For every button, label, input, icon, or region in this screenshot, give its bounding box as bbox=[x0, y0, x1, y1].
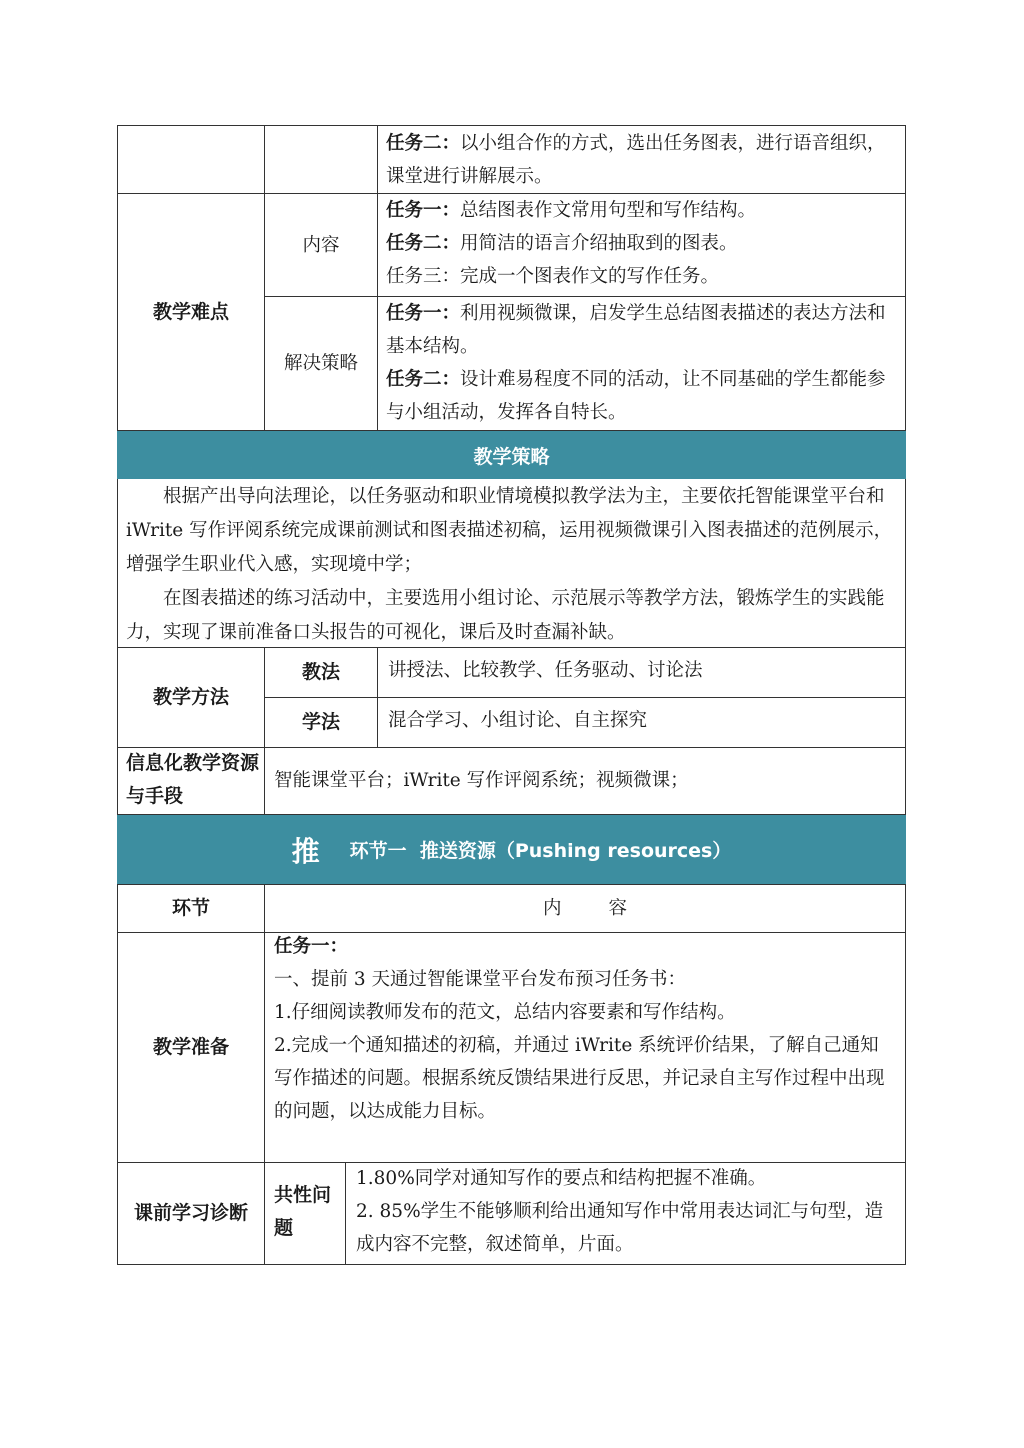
stage-title: 环节一 推送资源（Pushing resources） bbox=[349, 840, 732, 862]
content-item bbox=[386, 260, 898, 293]
top-task2-cell bbox=[386, 127, 898, 193]
rule bbox=[905, 647, 906, 814]
content-item bbox=[386, 227, 898, 260]
teach-value: 讲授法、比较教学、任务驱动、讨论法 bbox=[388, 660, 703, 681]
task-text: 以小组合作的方式，选出任务图表，进行语音组织，课堂进行讲解展示。 bbox=[386, 133, 886, 187]
rule bbox=[117, 1264, 906, 1265]
diagnosis-sub-label: 共性问题 bbox=[274, 1184, 332, 1239]
prep-content bbox=[274, 930, 896, 1128]
task-lead: 任务一： bbox=[386, 303, 461, 324]
strategy-section-body bbox=[126, 480, 898, 650]
methods-label: 教学方法 bbox=[152, 686, 229, 708]
stage-banner bbox=[117, 815, 906, 884]
prep-line: 1.仔细阅读教师发布的范文，总结内容要素和写作结构。 bbox=[274, 1002, 736, 1023]
rule bbox=[905, 479, 906, 647]
strategy-label: 解决策略 bbox=[283, 353, 358, 374]
strategy-item bbox=[386, 297, 898, 363]
content-label: 内容 bbox=[302, 234, 340, 256]
task-text: 用简洁的语言介绍抽取到的图表。 bbox=[460, 233, 738, 254]
diagnosis-line: 2. 85%学生不能够顺利给出通知写作中常用表达词汇与句型，造成内容不完整，叙述简单，片面。 bbox=[356, 1201, 884, 1255]
task-text: 任务三：完成一个图表作文的写作任务。 bbox=[386, 266, 720, 287]
strategy-paragraph: 在图表描述的练习活动中，主要选用小组讨论、示范展示等教学方法，锻炼学生的实践能力，实现了课前准备口头报告的可视化，课后及时查漏补缺。 bbox=[126, 588, 885, 643]
learn-value: 混合学习、小组讨论、自主探究 bbox=[388, 710, 648, 731]
rule bbox=[117, 125, 906, 126]
prep-line: 一、提前 3 天通过智能课堂平台发布预习任务书： bbox=[274, 969, 687, 990]
task-lead: 任务一： bbox=[386, 200, 461, 221]
prep-line: 2.完成一个通知描述的初稿，并通过 iWrite 系统评价结果，了解自己通知写作描述的问题。根据系统反馈结果进行反思，并记录自主写作过程中出现的问题，以达成能力目标。 bbox=[274, 1035, 885, 1122]
rule bbox=[905, 884, 906, 1265]
strategy-items bbox=[386, 297, 898, 429]
content-items bbox=[386, 194, 898, 293]
task-text: 总结图表作文常用句型和写作结构。 bbox=[460, 200, 757, 221]
diagnosis-line: 1.80%同学对通知写作的要点和结构把握不准确。 bbox=[356, 1168, 767, 1189]
task-lead: 任务二： bbox=[386, 369, 461, 390]
task-text: 设计难易程度不同的活动，让不同基础的学生都能参与小组活动，发挥各自特长。 bbox=[386, 369, 886, 423]
rule bbox=[345, 1162, 346, 1265]
rule bbox=[117, 479, 118, 647]
task-lead: 任务二： bbox=[386, 233, 461, 254]
diagnosis-label: 课前学习诊断 bbox=[133, 1202, 248, 1224]
strategy-paragraph: 根据产出导向法理论，以任务驱动和职业情境模拟教学法为主，主要依托智能课堂平台和 iWrite 写作评阅系统完成课前测试和图表描述初稿，运用视频微课引入图表描述的范例展示，增强学生职业代入感，实现境中学； bbox=[126, 486, 893, 575]
rule bbox=[377, 125, 378, 431]
stage-col2-header: 内 容 bbox=[542, 898, 628, 919]
teach-label: 教法 bbox=[301, 661, 340, 683]
rule bbox=[905, 125, 906, 431]
stage-col1-header: 环节 bbox=[171, 897, 210, 919]
learn-label: 学法 bbox=[301, 711, 340, 733]
difficulty-label: 教学难点 bbox=[152, 300, 229, 323]
prep-lead: 任务一： bbox=[274, 936, 349, 957]
resources-label: 信息化教学资源与手段 bbox=[126, 752, 260, 807]
diagnosis-content bbox=[356, 1162, 886, 1261]
rule bbox=[377, 647, 378, 747]
task-lead: 任务二： bbox=[386, 133, 461, 154]
stage-big-char: 推 bbox=[291, 834, 320, 868]
prep-label: 教学准备 bbox=[152, 1036, 229, 1058]
strategy-item bbox=[386, 363, 898, 429]
resources-value: 智能课堂平台；iWrite 写作评阅系统；视频微课； bbox=[274, 770, 689, 791]
rule bbox=[264, 884, 265, 1265]
content-item bbox=[386, 194, 898, 227]
task-text: 利用视频微课，启发学生总结图表描述的表达方法和基本结构。 bbox=[386, 303, 886, 357]
strategy-section-title: 教学策略 bbox=[117, 431, 906, 479]
